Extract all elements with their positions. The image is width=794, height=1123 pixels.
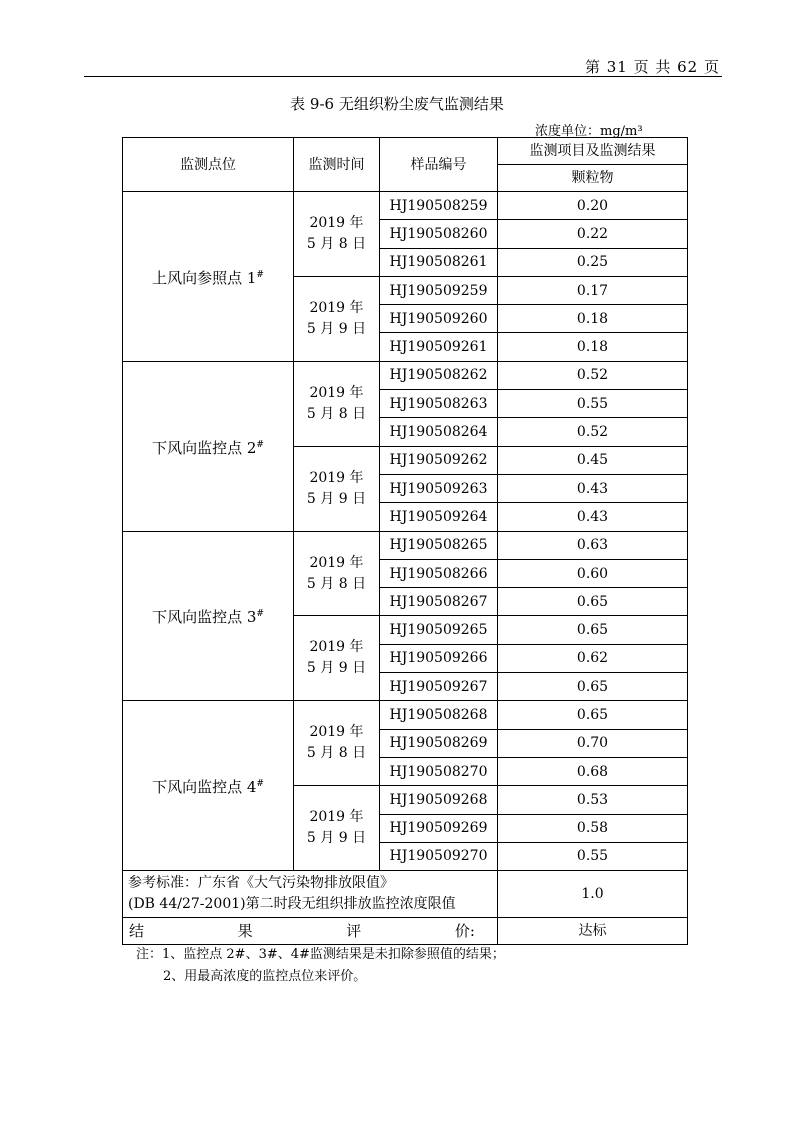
date-year: 2019 年 (309, 384, 364, 401)
particulate-value: 0.63 (498, 531, 688, 559)
table-title: 表 9-6 无组织粉尘废气监测结果 (290, 95, 504, 113)
sample-id: HJ190509260 (380, 305, 498, 333)
header-result: 监测项目及监测结果 (498, 138, 688, 165)
date-day: 5 月 9 日 (306, 830, 367, 847)
particulate-value: 0.20 (498, 192, 688, 220)
particulate-value: 0.18 (498, 333, 688, 361)
site-name: 下风向监控点 4 (152, 778, 257, 797)
sample-id: HJ190509266 (380, 644, 498, 672)
monitoring-date (294, 616, 380, 701)
table-body (123, 192, 688, 871)
particulate-value: 0.52 (498, 361, 688, 389)
header-sample: 样品编号 (380, 138, 498, 192)
date-day: 5 月 8 日 (306, 575, 367, 592)
monitoring-date (294, 786, 380, 871)
evaluation-char: 结 (129, 922, 145, 941)
date-day: 5 月 9 日 (306, 320, 367, 337)
sample-id: HJ190508264 (380, 418, 498, 446)
date-year: 2019 年 (309, 554, 364, 571)
header-time: 监测时间 (294, 138, 380, 192)
date-day: 5 月 8 日 (306, 405, 367, 422)
site-name-cell (123, 701, 294, 871)
sample-id: HJ190509263 (380, 474, 498, 502)
particulate-value: 0.52 (498, 418, 688, 446)
date-year: 2019 年 (309, 214, 364, 231)
sample-id: HJ190509261 (380, 333, 498, 361)
particulate-value: 0.60 (498, 559, 688, 587)
reference-line-2: (DB 44/27-2001)第二时段无组织排放监控浓度限值 (128, 896, 456, 913)
particulate-value: 0.45 (498, 446, 688, 474)
particulate-value: 0.65 (498, 616, 688, 644)
particulate-value: 0.43 (498, 474, 688, 502)
evaluation-label (123, 918, 498, 945)
monitoring-results-table (122, 137, 688, 945)
reference-line-1: 参考标准：广东省《大气污染物排放限值》 (128, 875, 394, 892)
sample-id: HJ190508260 (380, 220, 498, 248)
table-row (123, 361, 688, 389)
site-name: 下风向监控点 3 (152, 608, 257, 627)
date-year: 2019 年 (309, 639, 364, 656)
header-rule (84, 76, 722, 77)
note-1: 注：1、监控点 2#、3#、4#监测结果是未扣除参照值的结果； (136, 947, 505, 962)
notes (136, 944, 505, 988)
sample-id: HJ190509262 (380, 446, 498, 474)
sample-id: HJ190508267 (380, 588, 498, 616)
page-number: 第 31 页 共 62 页 (584, 58, 720, 76)
sample-id: HJ190508265 (380, 531, 498, 559)
particulate-value: 0.55 (498, 390, 688, 418)
concentration-unit: 浓度单位：mg/m³ (535, 124, 643, 139)
evaluation-value: 达标 (498, 918, 688, 945)
site-name: 下风向监控点 2 (152, 438, 257, 457)
evaluation-char: 果 (237, 922, 253, 941)
particulate-value: 0.58 (498, 814, 688, 842)
site-name-cell (123, 192, 294, 362)
date-day: 5 月 9 日 (306, 490, 367, 507)
date-day: 5 月 8 日 (306, 745, 367, 762)
evaluation-char: 价: (454, 922, 475, 941)
site-name-cell (123, 531, 294, 701)
particulate-value: 0.25 (498, 248, 688, 276)
site-number-sign: # (256, 779, 264, 790)
particulate-value: 0.18 (498, 305, 688, 333)
reference-standard (123, 871, 498, 918)
monitoring-date (294, 701, 380, 786)
sample-id: HJ190509270 (380, 842, 498, 870)
sample-id: HJ190508270 (380, 757, 498, 785)
site-name-cell (123, 361, 294, 531)
sample-id: HJ190509267 (380, 673, 498, 701)
site-name: 上风向参照点 1 (152, 268, 257, 287)
sample-id: HJ190508266 (380, 559, 498, 587)
sample-id: HJ190509264 (380, 503, 498, 531)
date-year: 2019 年 (309, 724, 364, 741)
particulate-value: 0.68 (498, 757, 688, 785)
particulate-value: 0.53 (498, 786, 688, 814)
evaluation-char: 评 (346, 922, 362, 941)
date-year: 2019 年 (309, 469, 364, 486)
sample-id: HJ190509268 (380, 786, 498, 814)
header-site: 监测点位 (123, 138, 294, 192)
particulate-value: 0.55 (498, 842, 688, 870)
sample-id: HJ190508263 (380, 390, 498, 418)
site-number-sign: # (256, 439, 264, 450)
monitoring-date (294, 531, 380, 616)
sample-id: HJ190508268 (380, 701, 498, 729)
sample-id: HJ190508261 (380, 248, 498, 276)
header-item: 颗粒物 (498, 165, 688, 192)
table-row (123, 701, 688, 729)
particulate-value: 0.65 (498, 701, 688, 729)
monitoring-date (294, 361, 380, 446)
table-row (123, 531, 688, 559)
monitoring-date (294, 192, 380, 277)
monitoring-date (294, 446, 380, 531)
sample-id: HJ190509259 (380, 276, 498, 304)
date-year: 2019 年 (309, 809, 364, 826)
sample-id: HJ190508259 (380, 192, 498, 220)
site-number-sign: # (256, 269, 264, 280)
date-day: 5 月 9 日 (306, 660, 367, 677)
sample-id: HJ190508262 (380, 361, 498, 389)
sample-id: HJ190509265 (380, 616, 498, 644)
particulate-value: 0.70 (498, 729, 688, 757)
particulate-value: 0.65 (498, 673, 688, 701)
note-2: 2、用最高浓度的监控点位来评价。 (163, 969, 367, 984)
reference-value: 1.0 (498, 871, 688, 918)
table-row (123, 192, 688, 220)
particulate-value: 0.22 (498, 220, 688, 248)
sample-id: HJ190509269 (380, 814, 498, 842)
date-year: 2019 年 (309, 299, 364, 316)
particulate-value: 0.17 (498, 276, 688, 304)
date-day: 5 月 8 日 (306, 235, 367, 252)
site-number-sign: # (256, 609, 264, 620)
monitoring-date (294, 276, 380, 361)
particulate-value: 0.43 (498, 503, 688, 531)
particulate-value: 0.62 (498, 644, 688, 672)
particulate-value: 0.65 (498, 588, 688, 616)
sample-id: HJ190508269 (380, 729, 498, 757)
